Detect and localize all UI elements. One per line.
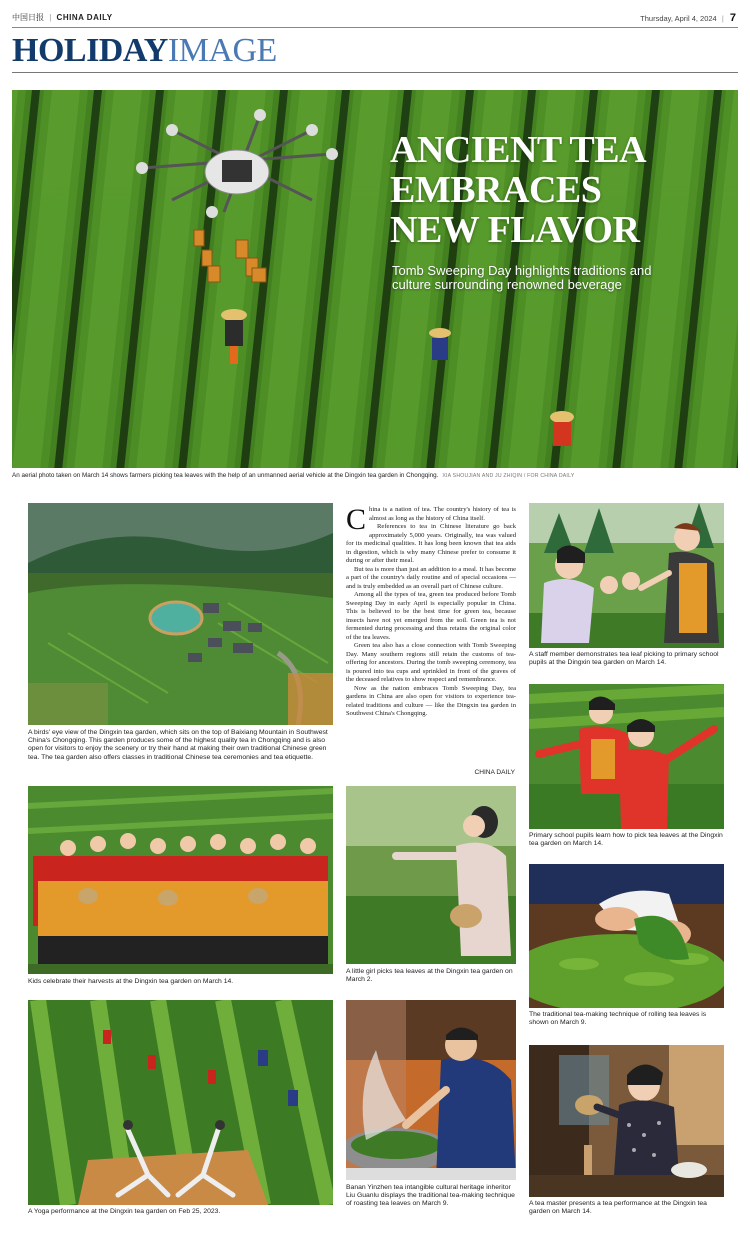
- rolling-photo: [529, 864, 724, 1008]
- pupils-learn-caption: Primary school pupils learn how to pick tea leaves at the Dingxin tea garden on March 14.: [529, 832, 723, 848]
- little-girl-caption: A little girl picks tea leaves at the Dingxin tea garden on March 2.: [346, 968, 513, 984]
- masthead-date-area: Thursday, April 4, 2024 | 7: [640, 12, 736, 24]
- pupils-learn-photo: [529, 684, 724, 829]
- article-body: [346, 503, 516, 719]
- hero-photo-credit: XIA SHOUJIAN AND JU ZHIQIN / FOR CHINA DAILY: [442, 473, 575, 479]
- article-paragraph-3: But tea is more than just an addition to a meal. It has become a part of the country's daily routine and of special occasions — and is truly embedded as an overall part of Chinese culture.: [346, 565, 516, 590]
- section-title-holiday: HOLIDAY: [12, 32, 168, 69]
- hero-caption: [12, 472, 738, 479]
- staff-member-photo: [529, 503, 724, 648]
- article-paragraph-2: References to tea in Chinese literature go back approximately 5,000 years. Originally, tea was valued for its medicinal qualities. It has long been known that tea aids in digestion, which is why many Chinese prefer to consume it during or after their meal.: [346, 523, 516, 564]
- masthead-paper-en: CHINA DAILY: [56, 13, 113, 22]
- hero-caption-text: An aerial photo taken on March 14 shows farmers picking tea leaves with the help of an unmanned aerial vehicle at the Dingxin tea garden in Chongqing.: [12, 472, 439, 479]
- section-rule: [12, 72, 738, 73]
- article-paragraph-5: Green tea also has a close connection with Tomb Sweeping Day. Many southern regions still retain the customs of tea-offering for ancestors. During the tomb sweeping ceremony, tea is poured into tea cups and sprinkled in front of the graves of the deceased relatives to show respect and remembrance.: [346, 642, 516, 683]
- roasting-photo: [346, 1000, 516, 1180]
- yoga-photo: [28, 1000, 333, 1205]
- masthead-paper-name: 中国日报 | CHINA DAILY: [12, 13, 113, 22]
- article-byline: CHINA DAILY: [474, 769, 515, 776]
- page-number: 7: [729, 12, 736, 24]
- article-paragraph-4: Among all the types of tea, green tea produced before Tomb Sweeping Day in early April is especially popular in China. This is believed to be the best time for green tea, because insects have not yet emerged from the soil. Green tea is not fermented during processing and thus retains the original color of the tea leaves.: [346, 591, 516, 641]
- article-paragraph-1: China is a nation of tea. The country's history of tea is almost as long as the history of China itself.: [346, 503, 516, 536]
- aerial-garden-caption: A birds' eye view of the Dingxin tea garden, which sits on the top of Baixiang Mountain in Southwest China's Chongqing. This garden produces some of the highest quality tea in Chongqing and is also open for visitors to enjoy the scenery or try their hand at making their own traditional Chinese green tea. The tea garden also offers classes in traditional Chinese tea ceremonies and tea etiquette.: [28, 729, 328, 761]
- masthead-date: Thursday, April 4, 2024: [640, 14, 717, 23]
- aerial-garden-photo: [28, 503, 333, 725]
- article-paragraph-6: Now as the nation embraces Tomb Sweeping Day, tea gardens in China are also open for visitors to experience tea-related traditions and culture — like the Dingxin tea garden in Southwest China's Chongqing.: [346, 684, 516, 717]
- section-title: [12, 34, 277, 68]
- tea-master-photo: [529, 1045, 724, 1197]
- roasting-caption: Banan Yinzhen tea intangible cultural heritage inheritor Liu Guanlu displays the traditional tea-making technique of roasting tea leaves on March 9.: [346, 1184, 515, 1208]
- kids-harvest-caption: Kids celebrate their harvests at the Dingxin tea garden on March 14.: [28, 978, 234, 985]
- masthead-rule: [12, 27, 738, 28]
- kids-harvest-photo: [28, 786, 333, 974]
- section-title-image: IMAGE: [167, 32, 277, 69]
- article-dropcap: C: [346, 503, 367, 536]
- masthead-paper-cn: 中国日报: [12, 13, 44, 22]
- hero-subtitle: Tomb Sweeping Day highlights traditions and culture surrounding renowned beverage: [392, 263, 652, 292]
- yoga-caption: A Yoga performance at the Dingxin tea garden on Feb 25, 2023.: [28, 1208, 221, 1215]
- rolling-caption: The traditional tea-making technique of rolling tea leaves is shown on March 9.: [529, 1011, 707, 1027]
- hero-title: ANCIENT TEA EMBRACES NEW FLAVOR: [390, 129, 647, 251]
- staff-member-caption: A staff member demonstrates tea leaf picking to primary school pupils at the Dingxin tea garden on March 14.: [529, 651, 719, 667]
- little-girl-photo: [346, 786, 516, 964]
- tea-master-caption: A tea master presents a tea performance at the Dingxin tea garden on March 14.: [529, 1200, 707, 1216]
